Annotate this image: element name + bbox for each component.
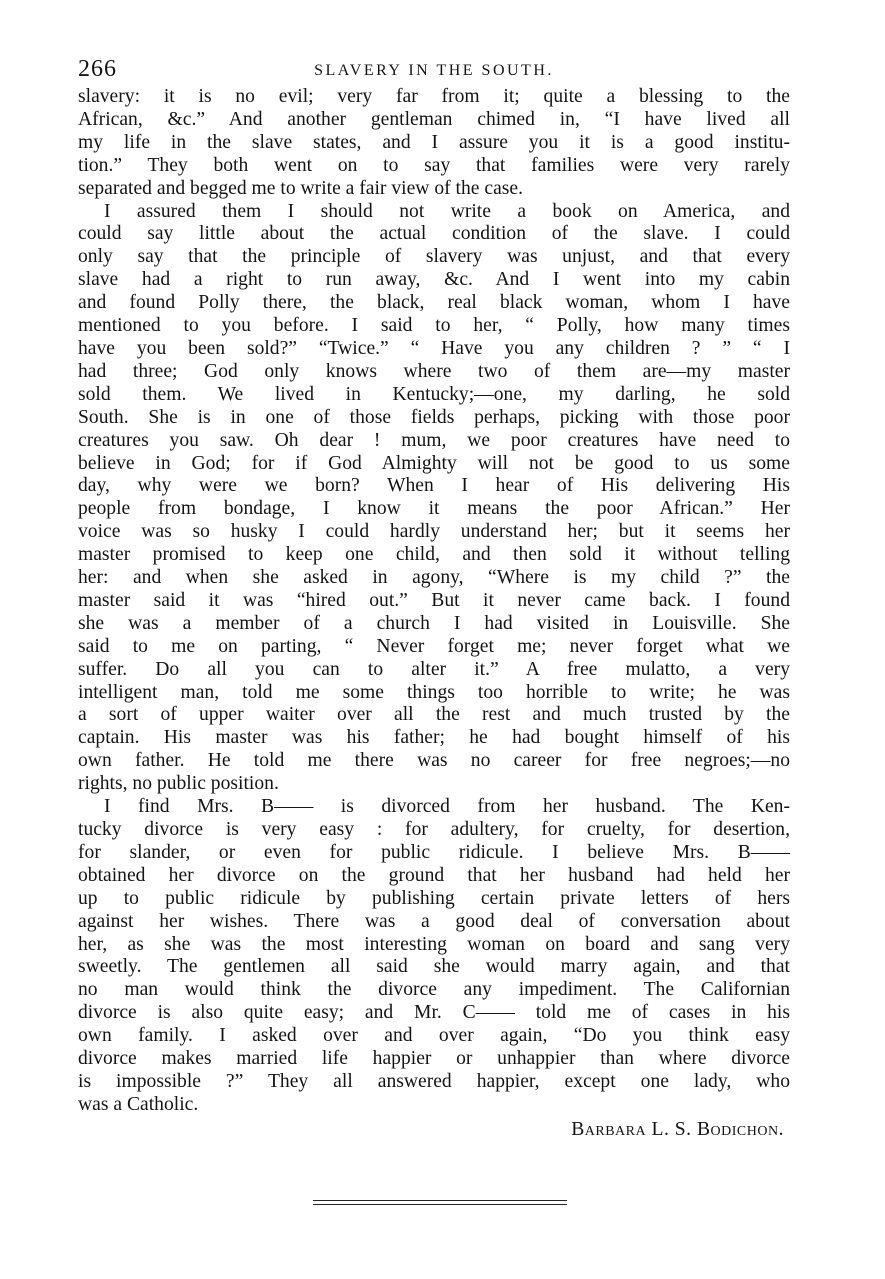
- text-line: suffer. Do all you can to alter it.” A free mulatto, a very: [78, 658, 790, 680]
- text-line: own family. I asked over and over again, “Do you think easy: [78, 1025, 790, 1047]
- text-line: and found Polly there, the black, real black woman, whom I have: [78, 292, 790, 314]
- text-line: slave had a right to run away, &c. And I went into my cabin: [78, 269, 790, 291]
- text-line: could say little about the actual condition of the slave. I could: [78, 223, 790, 245]
- body-text: [78, 86, 790, 1117]
- end-rule: [313, 1200, 567, 1201]
- text-line: creatures you saw. Oh dear ! mum, we poor creatures have need to: [78, 429, 790, 451]
- text-line: believe in God; for if God Almighty will not be good to us some: [78, 452, 790, 474]
- text-line: only say that the principle of slavery was unjust, and that every: [78, 246, 790, 268]
- text-line: have you been sold?” “Twice.” “ Have you any children ? ” “ I: [78, 337, 790, 359]
- running-head: SLAVERY IN THE SOUTH.: [314, 62, 554, 79]
- text-line: tucky divorce is very easy : for adultery, for cruelty, for desertion,: [78, 819, 790, 840]
- text-line: sweetly. The gentlemen all said she would marry again, and that: [78, 956, 790, 978]
- text-line: rights, no public position.: [78, 773, 279, 795]
- text-line: obtained her divorce on the ground that her husband had held her: [78, 864, 790, 886]
- text-line: sold them. We lived in Kentucky;—one, my darling, he sold: [78, 383, 790, 405]
- text-line: up to public ridicule by publishing certain private letters of hers: [78, 887, 790, 909]
- text-line: I find Mrs. B—— is divorced from her husband. The Ken-: [104, 796, 790, 818]
- text-line: was a Catholic.: [78, 1093, 199, 1115]
- signature-row: [78, 1119, 790, 1145]
- text-line: African, &c.” And another gentleman chimed in, “I have lived all: [78, 108, 790, 130]
- end-rule-secondary: [313, 1204, 567, 1205]
- page-number: 266: [78, 56, 117, 82]
- text-line: my life in the slave states, and I assure you it is a good institu-: [78, 131, 790, 153]
- text-line: people from bondage, I know it means the poor African.” Her: [78, 498, 790, 520]
- text-line: separated and begged me to write a fair view of the case.: [78, 177, 524, 199]
- text-line: her, as she was the most interesting woman on board and sang very: [78, 933, 790, 955]
- text-line: had three; God only knows where two of them are—my master: [78, 360, 790, 382]
- text-line: day, why were we born? When I hear of His delivering His: [78, 475, 790, 497]
- text-line: no man would think the divorce any impediment. The Californian: [78, 979, 790, 1001]
- text-line: said to me on parting, “ Never forget me; never forget what we: [78, 635, 790, 657]
- text-line: own father. He told me there was no career for free negroes;—no: [78, 750, 790, 772]
- text-line: master promised to keep one child, and then sold it without telling: [78, 544, 790, 566]
- text-line: slavery: it is no evil; very far from it; quite a blessing to the: [78, 86, 790, 107]
- text-line: tion.” They both went on to say that families were very rarely: [78, 154, 790, 176]
- text-line: for slander, or even for public ridicule. I believe Mrs. B——: [78, 841, 790, 863]
- document-page: [78, 54, 790, 1145]
- text-line: divorce is also quite easy; and Mr. C—— told me of cases in his: [78, 1002, 790, 1024]
- text-line: master said it was “hired out.” But it never came back. I found: [78, 589, 790, 611]
- text-line: against her wishes. There was a good deal of conversation about: [78, 910, 790, 932]
- text-line: intelligent man, told me some things too horrible to write; he was: [78, 681, 790, 703]
- text-line: voice was so husky I could hardly understand her; but it seems her: [78, 521, 790, 543]
- text-line: divorce makes married life happier or unhappier than where divorce: [78, 1048, 790, 1070]
- text-line: her: and when she asked in agony, “Where is my child ?” the: [78, 567, 790, 589]
- text-line: South. She is in one of those fields perhaps, picking with those poor: [78, 406, 790, 428]
- text-line: I assured them I should not write a book on America, and: [104, 200, 790, 222]
- author-signature: Barbara L. S. Bodichon.: [571, 1118, 784, 1140]
- text-line: is impossible ?” They all answered happier, except one lady, who: [78, 1070, 790, 1092]
- page-header: [78, 54, 790, 86]
- text-line: she was a member of a church I had visited in Louisville. She: [78, 612, 790, 634]
- text-line: a sort of upper waiter over all the rest and much trusted by the: [78, 704, 790, 726]
- text-line: mentioned to you before. I said to her, “ Polly, how many times: [78, 315, 790, 337]
- text-line: captain. His master was his father; he had bought himself of his: [78, 727, 790, 749]
